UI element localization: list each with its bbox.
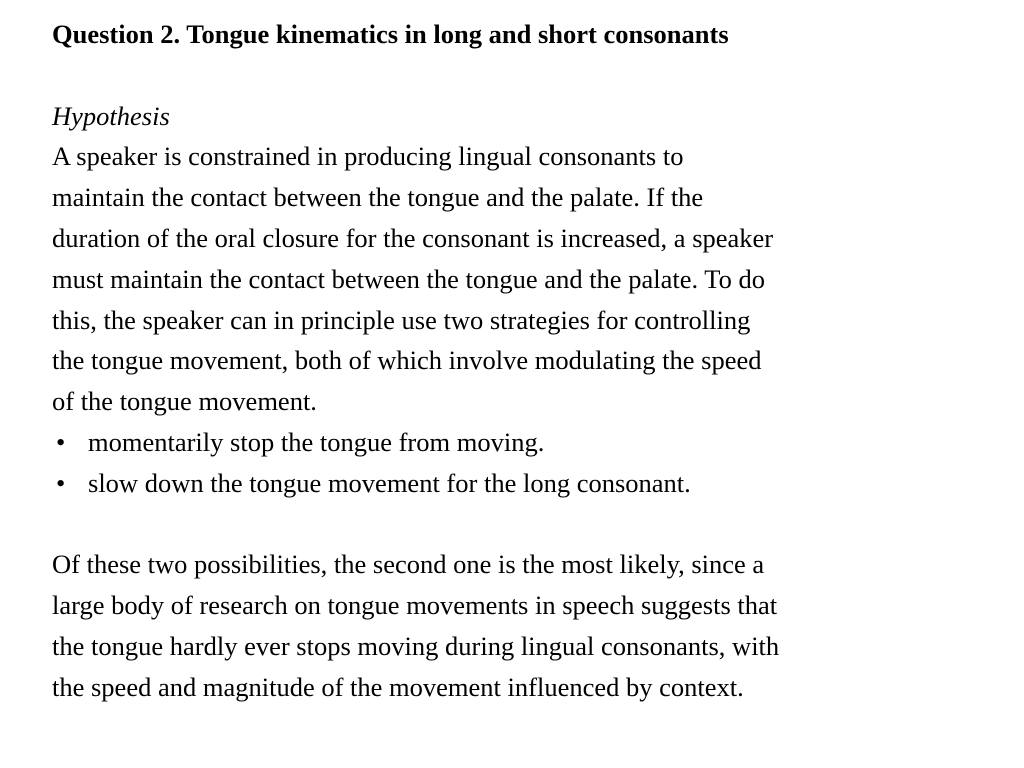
- paragraph-line: the tongue movement, both of which involve modulating the speed: [52, 345, 762, 376]
- blank-line: [52, 55, 984, 96]
- list-item: [52, 463, 984, 504]
- paragraph-line: of the tongue movement.: [52, 386, 317, 417]
- list-item: [52, 422, 984, 463]
- blank-line: [52, 504, 984, 545]
- strategy-list: [52, 422, 984, 504]
- bullet-icon: •: [56, 467, 66, 498]
- hypothesis-heading: Hypothesis: [52, 100, 170, 131]
- paragraph-line: must maintain the contact between the tongue and the palate. To do: [52, 263, 765, 294]
- list-item-text: momentarily stop the tongue from moving.: [88, 426, 545, 457]
- paragraph-line: A speaker is constrained in producing lingual consonants to: [52, 141, 684, 172]
- slide-title: Question 2. Tongue kinematics in long and short consonants: [52, 19, 729, 49]
- paragraph-line: the tongue hardly ever stops moving during lingual consonants, with: [52, 630, 780, 661]
- hypothesis-paragraph: [52, 136, 984, 422]
- paragraph-line: maintain the contact between the tongue and the palate. If the: [52, 182, 704, 213]
- paragraph-line: Of these two possibilities, the second one is the most likely, since a: [52, 549, 765, 580]
- paragraph-line: large body of research on tongue movements in speech suggests that: [52, 590, 778, 621]
- list-item-text: slow down the tongue movement for the long consonant.: [88, 467, 691, 498]
- conclusion-paragraph: [52, 544, 984, 707]
- paragraph-line: the speed and magnitude of the movement influenced by context.: [52, 671, 744, 702]
- paragraph-line: this, the speaker can in principle use two strategies for controlling: [52, 304, 751, 335]
- paragraph-line: duration of the oral closure for the consonant is increased, a speaker: [52, 222, 774, 253]
- bullet-icon: •: [56, 426, 66, 457]
